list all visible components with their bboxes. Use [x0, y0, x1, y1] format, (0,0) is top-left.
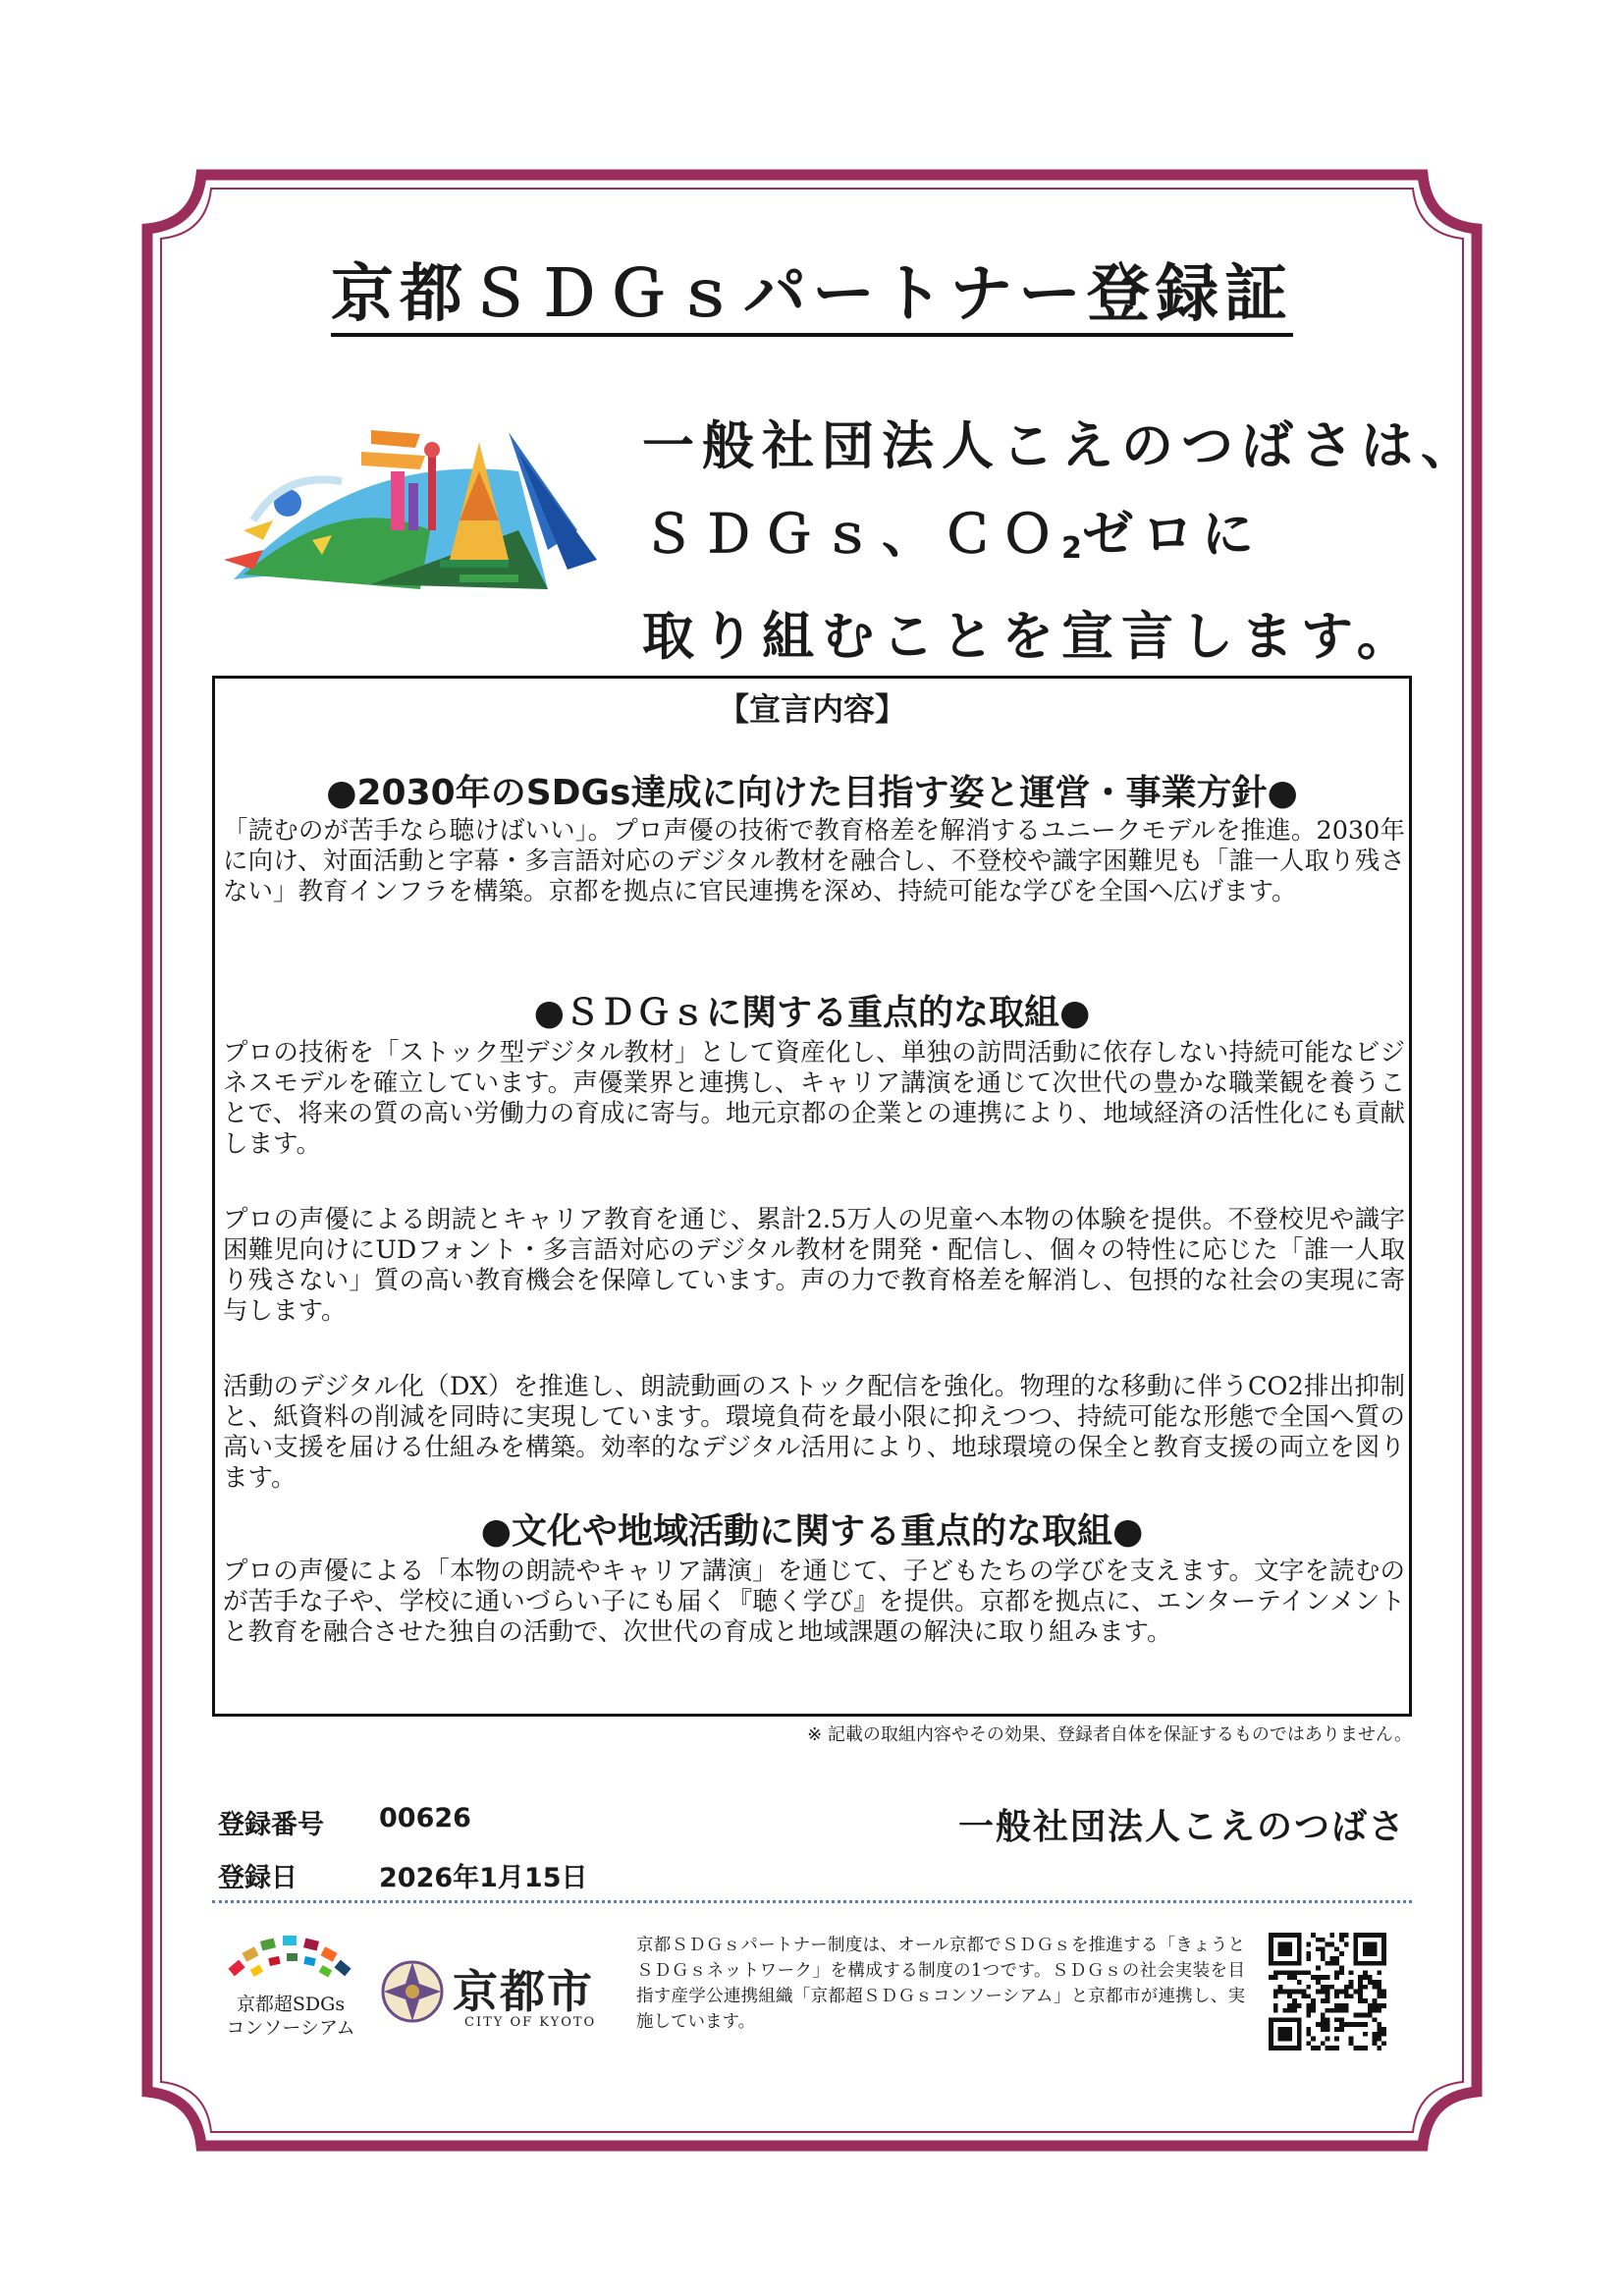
content-heading: 【宣言内容】	[717, 690, 906, 728]
city-name-jp: 京都市	[453, 1965, 594, 2018]
consortium-rainbow-icon	[222, 1930, 359, 1989]
section-title-sdgs-initiatives: ●ＳＤＧｓに関する重点的な取組●	[533, 993, 1091, 1033]
section-title-vision: ●2030年のSDGs達成に向けた目指す姿と運営・事業方針●	[326, 773, 1298, 813]
registration-number-label: 登録番号	[218, 1810, 324, 1840]
registration-number: 00626	[379, 1803, 471, 1833]
sdgs-paragraph-environment: 活動のデジタル化（DX）を推進し、朗読動画のストック配信を強化。物理的な移動に伴うCO2排出抑制と、紙資料の削減を同時に実現しています。環境負荷を最小限に抑えつつ、持続可能な形態で全国へ質の高い支援を届ける仕組みを構築。効率的なデジタル活用により、地球環境の保全と教育支援の両立を図ります。	[223, 1372, 1405, 1493]
kyoto-sdgs-partner-logo	[224, 412, 617, 609]
program-description: 京都ＳＤＧｓパートナー制度は、オール京都でＳＤＧｓを推進する「きょうとＳＤＧｓネットワーク」を構成する制度の1つです。ＳＤＧｓの社会実装を目指す産学公連携組織「京都超ＳＤＧｓコンソーシアム」と京都市が連携し、実施しています。	[636, 1936, 1245, 2032]
registration-date: 2026年1月15日	[379, 1863, 588, 1893]
kyoto-city-emblem-icon	[378, 1954, 447, 2029]
qr-code-icon	[1269, 1933, 1386, 2050]
registered-organization: 一般社団法人こえのつばさ	[957, 1807, 1406, 1847]
declaration-line-3: 取り組むことを宣言します。	[642, 607, 1417, 667]
sdgs-paragraph-society: プロの声優による朗読とキャリア教育を通じ、累計2.5万人の児童へ本物の体験を提供。不登校児や識字困難児向けにUDフォント・多言語対応のデジタル教材を開発・配信し、個々の特性に応じた「誰一人取り残さない」質の高い教育機会を保障しています。声の力で教育格差を解消し、包摂的な社会の実現に寄与します。	[223, 1205, 1405, 1326]
consortium-logo	[222, 1930, 359, 2040]
declaration-content-box	[212, 676, 1412, 1717]
declaration-line-1: 一般社団法人こえのつばさは、	[642, 416, 1481, 476]
city-name-en: CITY OF KYOTO	[464, 2015, 597, 2030]
section-vision-paragraph: 「読むのが苦手なら聴けばいい」。プロ声優の技術で教育格差を解消するユニークモデルを推進。2030年に向け、対面活動と字幕・多言語対応のデジタル教材を融合し、不登校や識字困難児も「誰一人取り残さない」教育インフラを構築。京都を拠点に官民連携を深め、持続可能な学びを全国へ広げます。	[223, 816, 1405, 906]
certificate-title: 京都ＳＤＧｓパートナー登録証	[0, 244, 1624, 334]
disclaimer-note: ※ 記載の取組内容やその効果、登録者自体を保証するものではありません。	[807, 1724, 1412, 1745]
consortium-name: 京都超SDGs コンソーシアム	[226, 1994, 355, 2039]
culture-paragraph: プロの声優による「本物の朗読やキャリア講演」を通じて、子どもたちの学びを支えます。文字を読むのが苦手な子や、学校に通いづらい子にも届く『聴く学び』を提供。京都を拠点に、エンターテインメントと教育を融合させた独自の活動で、次世代の育成と地域課題の解決に取り組みます。	[223, 1557, 1405, 1647]
dotted-divider	[212, 1900, 1412, 1903]
city-of-kyoto-logo	[378, 1954, 597, 2033]
section-title-culture-community: ●文化や地域活動に関する重点的な取組●	[480, 1511, 1144, 1552]
declaration-line-2: ＳＤＧｓ、ＣＯ$_2$ゼロに	[642, 505, 1262, 566]
sdgs-paragraph-economy: プロの技術を「ストック型デジタル教材」として資産化し、単独の訪問活動に依存しない持続可能なビジネスモデルを確立しています。声優業界と連携し、キャリア講演を通じて次世代の豊かな職業観を養うことで、将来の質の高い労働力の育成に寄与。地元京都の企業との連携により、地域経済の活性化にも貢献します。	[223, 1038, 1405, 1159]
registration-date-label: 登録日	[218, 1863, 298, 1893]
